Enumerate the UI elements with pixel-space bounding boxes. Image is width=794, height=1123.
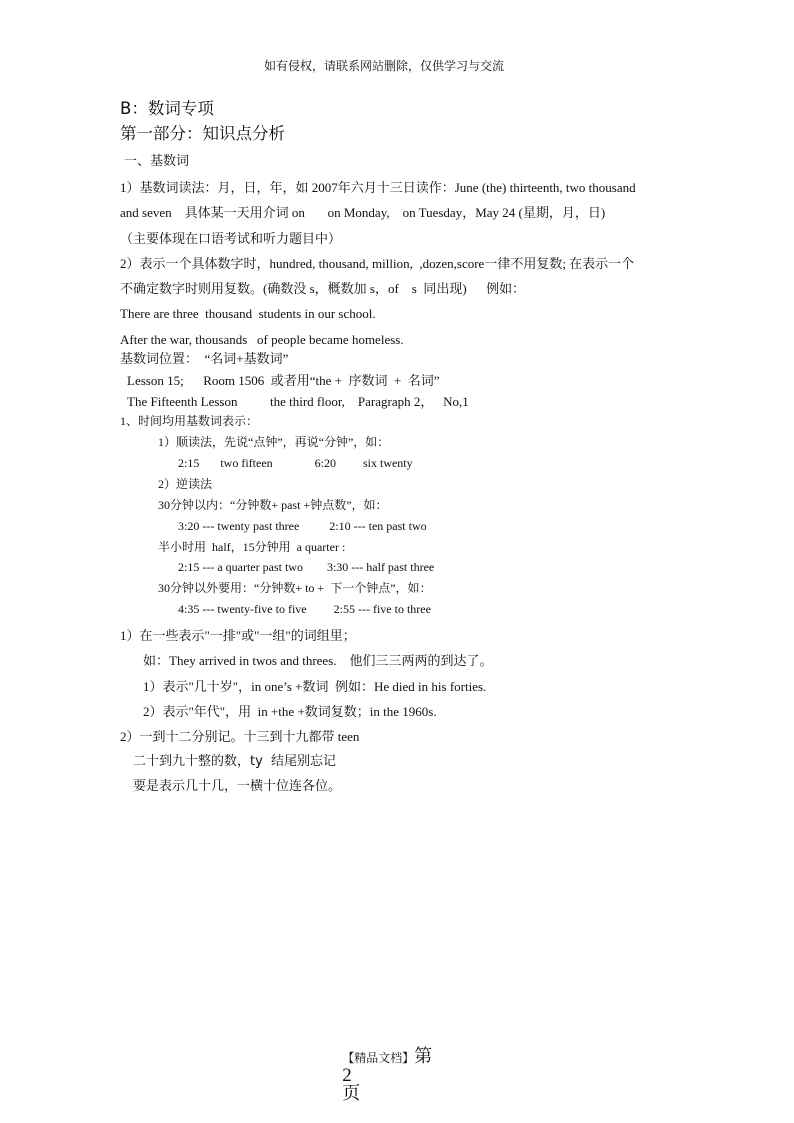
time-rule-2a-examples: 3:20 --- twenty past three 2:10 --- ten past two	[178, 519, 427, 533]
reading-rule-note: （主要体现在口语考试和听力题目中）	[120, 231, 342, 246]
time-rule-2c: 30分钟以外要用：“分钟数+ to + 下一个钟点”，如：	[158, 581, 432, 595]
part-title: 第一部分：知识点分析	[120, 124, 285, 143]
time-rule-2c-examples: 4:35 --- twenty-five to five 2:55 --- five to three	[178, 602, 431, 616]
footer-page-suffix: 页	[342, 1083, 361, 1104]
reading-rule-line-2: and seven 具体某一天用介词 on on Monday, on Tuesday，May 24 (星期，月，日)	[120, 205, 606, 220]
position-example-1: Lesson 15; Room 1506 或者用“the + 序数词 + 名词”	[127, 373, 440, 388]
rhyme-line-1: 2）一到十二分别记。十三到十九都带 teen	[120, 729, 360, 744]
time-rule-2b-examples: 2:15 --- a quarter past two 3:30 --- half past three	[178, 560, 435, 574]
example-sentence-2: After the war, thousands of people became homeless.	[120, 332, 404, 347]
page-number: 2	[342, 1065, 352, 1086]
group-rule: 1）在一些表示"一排"或"一组"的词组里；	[120, 628, 356, 643]
time-rule-2a: 30分钟以内：“分钟数+ past +钟点数”，如：	[158, 498, 388, 512]
rhyme-line-3: 要是表示几十几，一横十位连各位。	[133, 779, 342, 794]
copyright-header: 如有侵权，请联系网站删除，仅供学习与交流	[264, 59, 505, 73]
time-heading: 1、时间均用基数词表示：	[120, 414, 259, 428]
decade-rule: 2）表示"年代"，用 in +the +数词复数；in the 1960s.	[143, 704, 437, 719]
example-sentence-1: There are three thousand students in our school.	[120, 306, 376, 321]
time-rule-1: 1）顺读法，先说“点钟”，再说“分钟”，如：	[158, 435, 390, 449]
position-example-2: The Fifteenth Lesson the third floor, Paragraph 2， No,1	[127, 394, 469, 409]
section-title: B：数词专项	[120, 99, 214, 118]
time-rule-2b: 半小时用 half，15分钟用 a quarter :	[158, 540, 346, 554]
footer-page-prefix: 第	[414, 1046, 433, 1067]
footer-label: 【精品文档】	[342, 1051, 415, 1065]
page-footer	[327, 1036, 432, 1115]
heading-cardinal: 一、基数词	[124, 154, 190, 169]
group-rule-example: 如：They arrived in twos and threes. 他们三三两两的到达了。	[143, 653, 493, 668]
position-heading: 基数词位置： “名词+基数词”	[120, 351, 289, 366]
plural-rule-line-1: 2）表示一个具体数字时，hundred, thousand, million, ,dozen,score一律不用复数; 在表示一个	[120, 256, 635, 271]
time-rule-1-examples: 2:15 two fifteen 6:20 six twenty	[178, 456, 413, 470]
time-rule-2: 2）逆读法	[158, 477, 213, 491]
plural-rule-line-2: 不确定数字时则用复数。(确数没 s，概数加 s，of s 同出现) 例如：	[120, 281, 526, 296]
age-rule: 1）表示"几十岁"，in one’s +数词 例如：He died in his forties.	[143, 679, 487, 694]
reading-rule-line-1: 1）基数词读法：月，日，年，如 2007年六月十三日读作：June (the) thirteenth, two thousand	[120, 180, 636, 195]
rhyme-line-2: 二十到九十整的数，ty 结尾别忘记	[133, 754, 337, 769]
